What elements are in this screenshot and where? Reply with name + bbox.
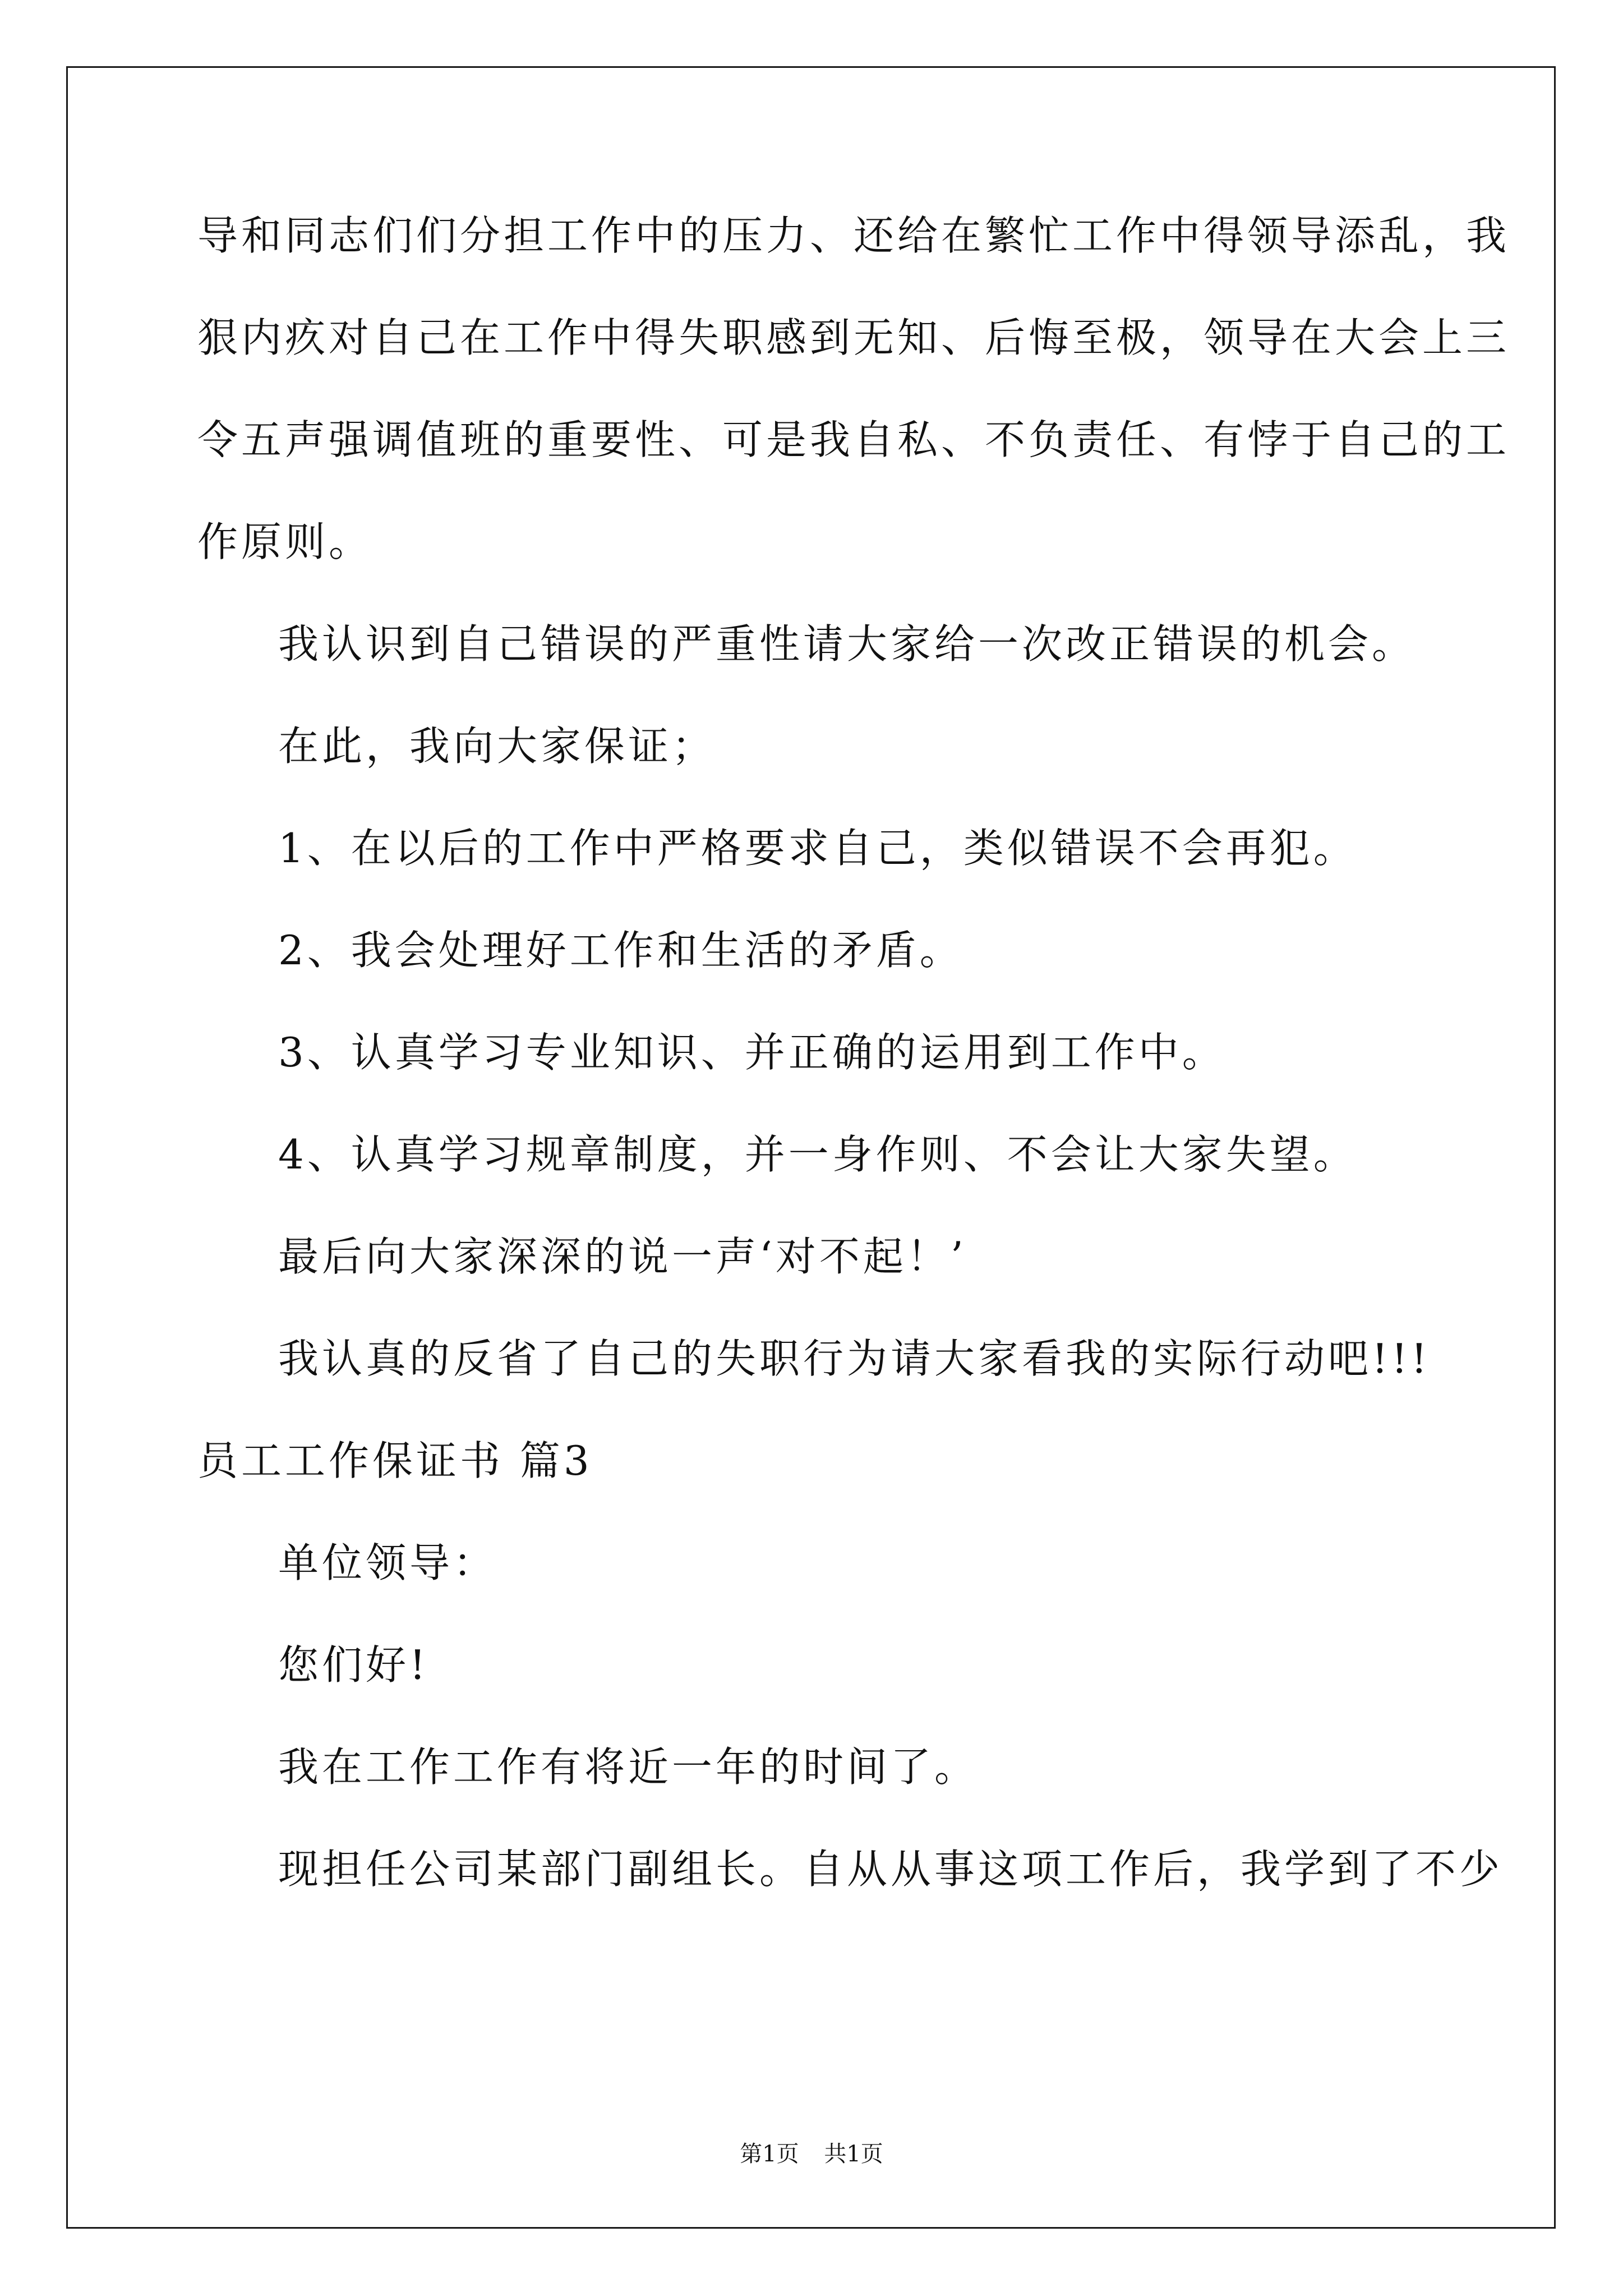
page-number: 第1页 xyxy=(740,2141,799,2167)
paragraph-line: 令五声强调值班的重要性、可是我自私、不负责任、有悖于自己的工 xyxy=(197,416,1510,463)
paragraph-line: 我在工作工作有将近一年的时间了。 xyxy=(278,1743,979,1791)
paragraph-line: 最后向大家深深的说一声‘对不起！’ xyxy=(278,1233,967,1280)
list-item: 2、我会处理好工作和生活的矛盾。 xyxy=(278,927,963,974)
paragraph-line: 导和同志们们分担工作中的压力、还给在繁忙工作中得领导添乱，我 xyxy=(197,212,1510,259)
section-heading: 员工工作保证书 篇3 xyxy=(197,1437,593,1484)
page-total: 共1页 xyxy=(824,2141,883,2167)
paragraph-line: 作原则。 xyxy=(197,518,373,565)
salutation: 单位领导： xyxy=(278,1539,497,1586)
list-item: 3、认真学习专业知识、并正确的运用到工作中。 xyxy=(278,1029,1226,1076)
paragraph-line: 在此，我向大家保证； xyxy=(278,723,716,770)
page-footer xyxy=(0,2136,1623,2168)
paragraph-line: 狠内疚对自己在工作中得失职感到无知、后悔至极，领导在大会上三 xyxy=(197,314,1510,361)
paragraph-line: 现担任公司某部门副组长。自从从事这项工作后，我学到了不少 xyxy=(278,1846,1504,1893)
paragraph-line: 我认真的反省了自己的失职行为请大家看我的实际行动吧!!! xyxy=(278,1335,1431,1382)
list-item: 1、在以后的工作中严格要求自己，类似错误不会再犯。 xyxy=(278,825,1357,872)
paragraph-line: 我认识到自己错误的严重性请大家给一次改正错误的机会。 xyxy=(278,620,1416,668)
greeting: 您们好! xyxy=(278,1641,429,1688)
list-item: 4、认真学习规章制度，并一身作则、不会让大家失望。 xyxy=(278,1131,1357,1178)
